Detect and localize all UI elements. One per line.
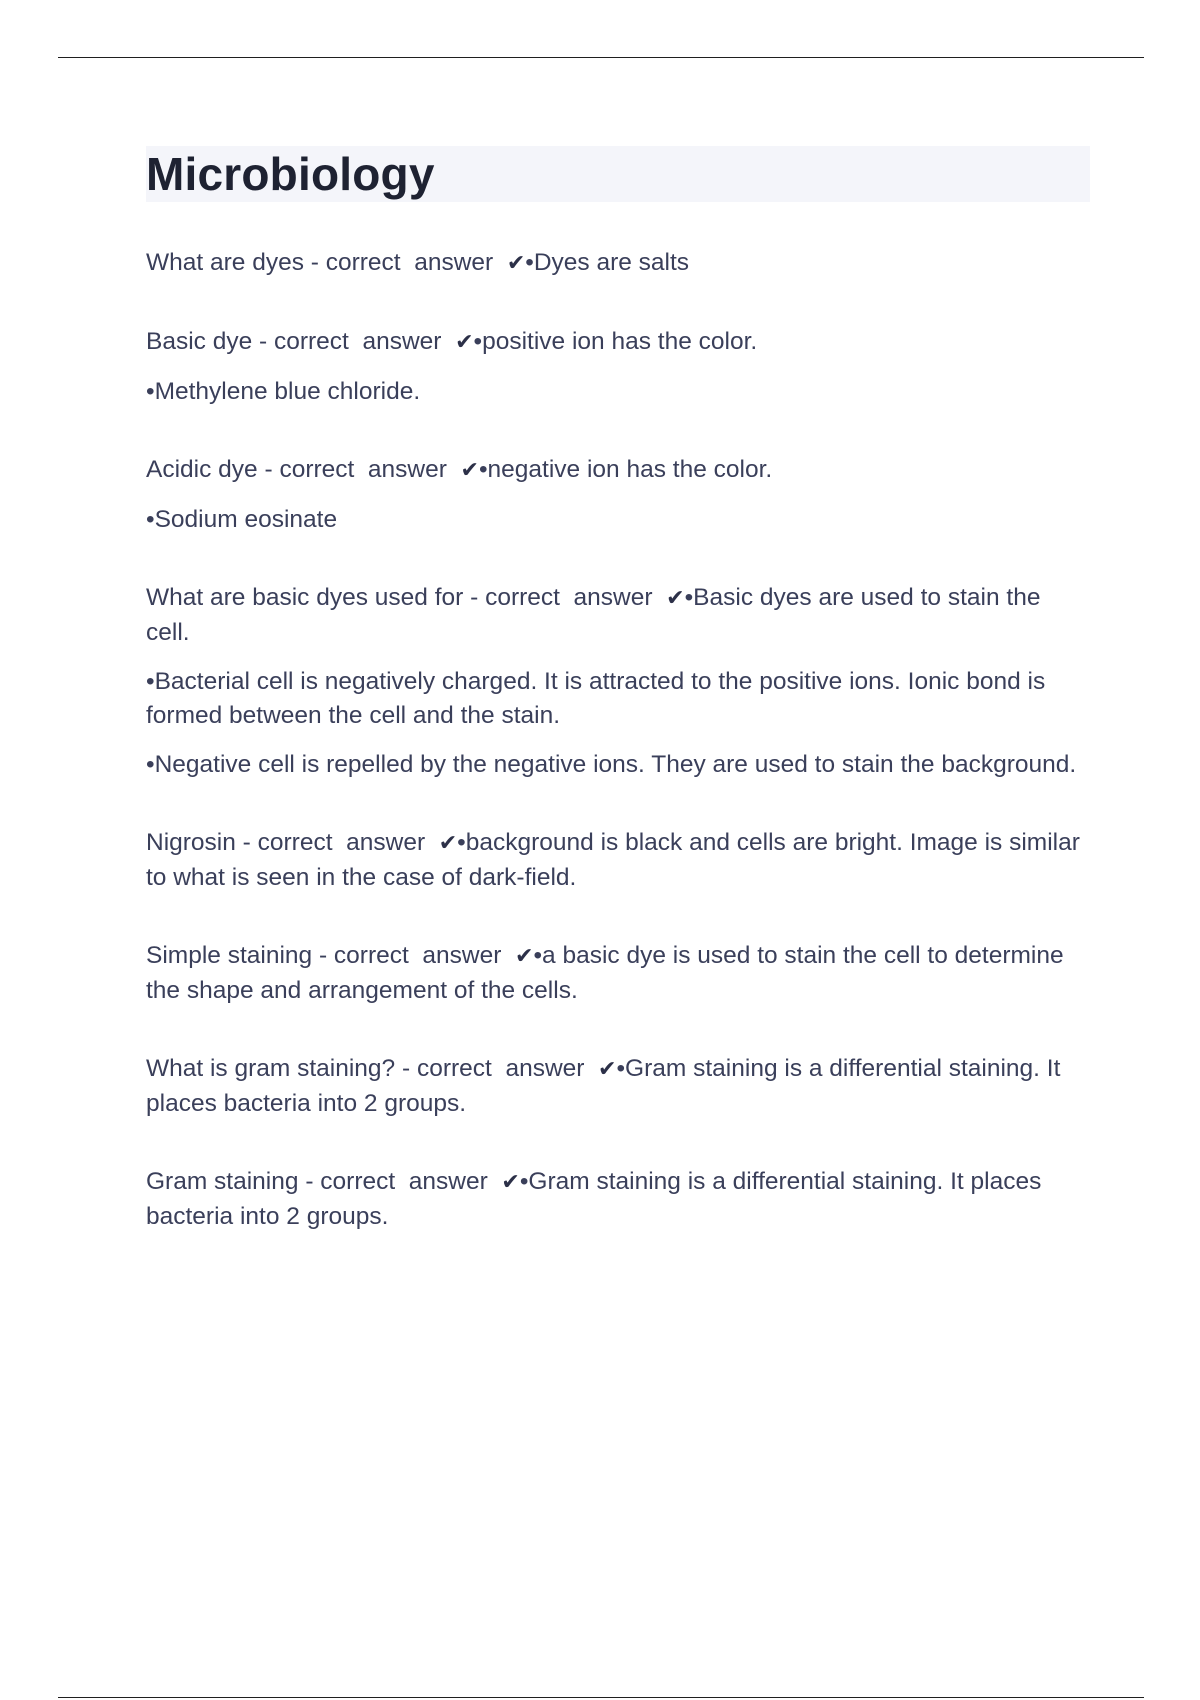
- title-bar: [146, 146, 1090, 202]
- flashcard-main-line: [146, 453, 1090, 488]
- question-text: What is gram staining?: [146, 1055, 396, 1082]
- answer-bullet: •Methylene blue chloride.: [146, 378, 421, 405]
- correct-answer-label: - correct answer: [298, 1168, 502, 1195]
- question-text: Basic dye: [146, 328, 253, 355]
- page-title: Microbiology: [146, 148, 435, 200]
- document-body: [146, 146, 1090, 1278]
- answer-text: •negative ion has the color.: [478, 456, 773, 483]
- flashcard-main-line: [146, 325, 1090, 360]
- checkmark-icon: ✔: [598, 1057, 617, 1082]
- checkmark-icon: ✔: [515, 944, 534, 969]
- question-text: Acidic dye: [146, 456, 258, 483]
- question-text: Gram staining: [146, 1168, 299, 1195]
- flashcard: [146, 1052, 1090, 1121]
- answer-text: •positive ion has the color.: [473, 328, 758, 355]
- answer-bullet: •Sodium eosinate: [146, 506, 338, 533]
- correct-answer-label: - correct answer: [252, 328, 456, 355]
- answer-text: •a basic dye is used to stain the cell to determine the shape and arrangement of the cells.: [146, 942, 1064, 1004]
- correct-answer-label: - correct answer: [235, 829, 439, 856]
- bottom-rule: [58, 1697, 1144, 1698]
- question-text: What are basic dyes used for: [146, 584, 464, 611]
- flashcard-main-line: [146, 826, 1090, 895]
- answer-text: •Basic dyes are used to stain the cell.: [146, 584, 1041, 646]
- answer-text: •background is black and cells are bright. Image is similar to what is seen in the case of dark-field.: [146, 829, 1080, 891]
- checkmark-icon: ✔: [455, 330, 474, 355]
- correct-answer-label: - correct answer: [303, 249, 507, 276]
- answer-bullet: •Negative cell is repelled by the negative ions. They are used to stain the background.: [146, 751, 1077, 778]
- answer-text: •Gram staining is a differential staining. It places bacteria into 2 groups.: [146, 1168, 1042, 1230]
- question-text: What are dyes: [146, 249, 304, 276]
- answer-text: •Dyes are salts: [525, 249, 690, 276]
- flashcard: [146, 581, 1090, 782]
- question-text: Simple staining: [146, 942, 313, 969]
- correct-answer-label: - correct answer: [312, 942, 515, 969]
- flashcard: [146, 826, 1090, 895]
- flashcard: [146, 325, 1090, 409]
- checkmark-icon: ✔: [506, 251, 526, 276]
- checkmark-icon: ✔: [460, 458, 479, 483]
- correct-answer-label: - correct answer: [463, 584, 667, 611]
- flashcard: [146, 939, 1090, 1008]
- top-rule: [58, 57, 1144, 58]
- answer-bullet: •Bacterial cell is negatively charged. It is attracted to the positive ions. Ionic bond is formed between the cell and the stain.: [146, 668, 1046, 729]
- checkmark-icon: ✔: [666, 586, 685, 611]
- question-text: Nigrosin: [146, 829, 236, 856]
- checkmark-icon: ✔: [501, 1170, 520, 1195]
- checkmark-icon: ✔: [438, 831, 458, 856]
- flashcard: [146, 246, 1090, 281]
- flashcard-main-line: [146, 1052, 1090, 1121]
- flashcard-list: [146, 246, 1090, 1234]
- flashcard-main-line: [146, 246, 1090, 281]
- correct-answer-label: - correct answer: [257, 456, 461, 483]
- flashcard: [146, 1165, 1090, 1234]
- flashcard-main-line: [146, 939, 1090, 1008]
- correct-answer-label: - correct answer: [395, 1055, 599, 1082]
- flashcard: [146, 453, 1090, 537]
- flashcard-main-line: [146, 581, 1090, 650]
- answer-text: •Gram staining is a differential staining. It places bacteria into 2 groups.: [146, 1055, 1061, 1117]
- flashcard-main-line: [146, 1165, 1090, 1234]
